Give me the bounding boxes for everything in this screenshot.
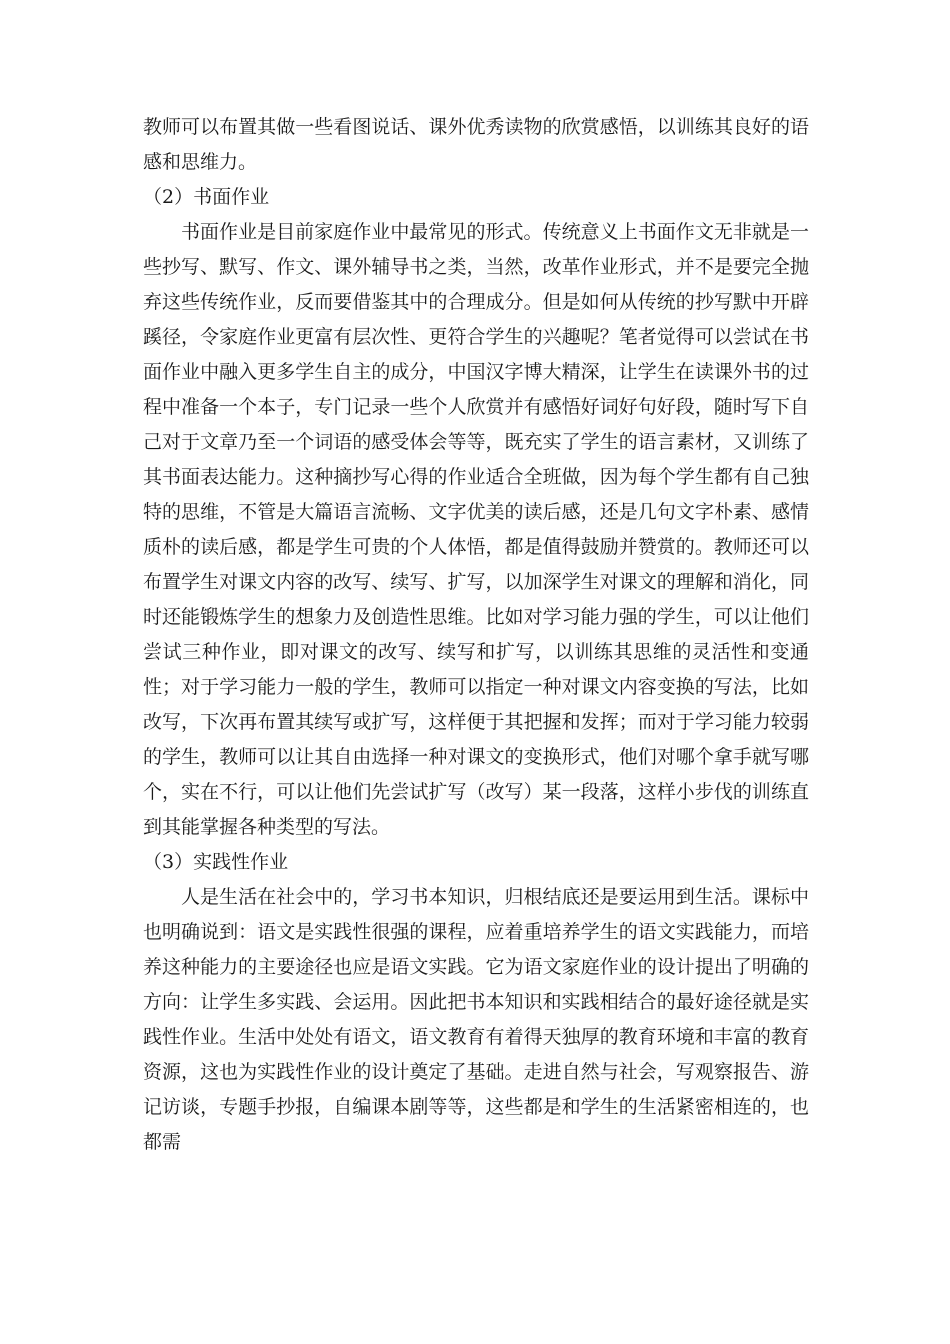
paragraph-continued: 教师可以布置其做一些看图说话、课外优秀读物的欣赏感悟，以训练其良好的语感和思维力。 (143, 116, 809, 173)
paragraph-written-homework: 书面作业是目前家庭作业中最常见的形式。传统意义上书面作文无非就是一些抄写、默写、作文、课外辅导书之类，当然，改革作业形式，并不是要完全抛弃这些传统作业，反而要借鉴其中的合理成分。但是如何从传统的抄写默中开辟蹊径，令家庭作业更富有层次性、更符合学生的兴趣呢？笔者觉得可以尝试在书面作业中融入更多学生自主的成分，中国汉字博大精深，让学生在读课外书的过程中准备一个本子，专门记录一些个人欣赏并有感悟好词好句好段，随时写下自己对于文章乃至一个词语的感受体会等等，既充实了学生的语言素材，又训练了其书面表达能力。这种摘抄写心得的作业适合全班做，因为每个学生都有自己独特的思维，不管是大篇语言流畅、文字优美的读后感，还是几句文字朴素、感情质朴的读后感，都是学生可贵的个人体悟，都是值得鼓励并赞赏的。教师还可以布置学生对课文内容的改写、续写、扩写，以加深学生对课文的理解和消化，同时还能锻炼学生的想象力及创造性思维。比如对学习能力强的学生，可以让他们尝试三种作业，即对课文的改写、续写和扩写，以训练其思维的灵活性和变通性；对于学习能力一般的学生，教师可以指定一种对课文内容变换的写法，比如改写，下次再布置其续写或扩写，这样便于其把握和发挥；而对于学习能力较弱的学生，教师可以让其自由选择一种对课文的变换形式，他们对哪个拿手就写哪个，实在不行，可以让他们先尝试扩写（改写）某一段落，这样小步伐的训练直到其能掌握各种类型的写法。 (143, 221, 809, 838)
document-body (143, 110, 809, 1160)
section-heading-written-homework: （2）书面作业 (143, 186, 270, 208)
paragraph-practical-homework: 人是生活在社会中的，学习书本知识，归根结底还是要运用到生活。课标中也明确说到：语文是实践性很强的课程，应着重培养学生的语文实践能力，而培养这种能力的主要途径也应是语文实践。它为语文家庭作业的设计提出了明确的方向：让学生多实践、会运用。因此把书本知识和实践相结合的最好途径就是实践性作业。生活中处处有语文，语文教育有着得天独厚的教育环境和丰富的教育资源，这也为实践性作业的设计奠定了基础。走进自然与社会，写观察报告、游记访谈，专题手抄报，自编课本剧等等，这些都是和学生的生活紧密相连的，也都需 (143, 886, 809, 1153)
section-heading-practical-homework: （3）实践性作业 (143, 851, 289, 873)
